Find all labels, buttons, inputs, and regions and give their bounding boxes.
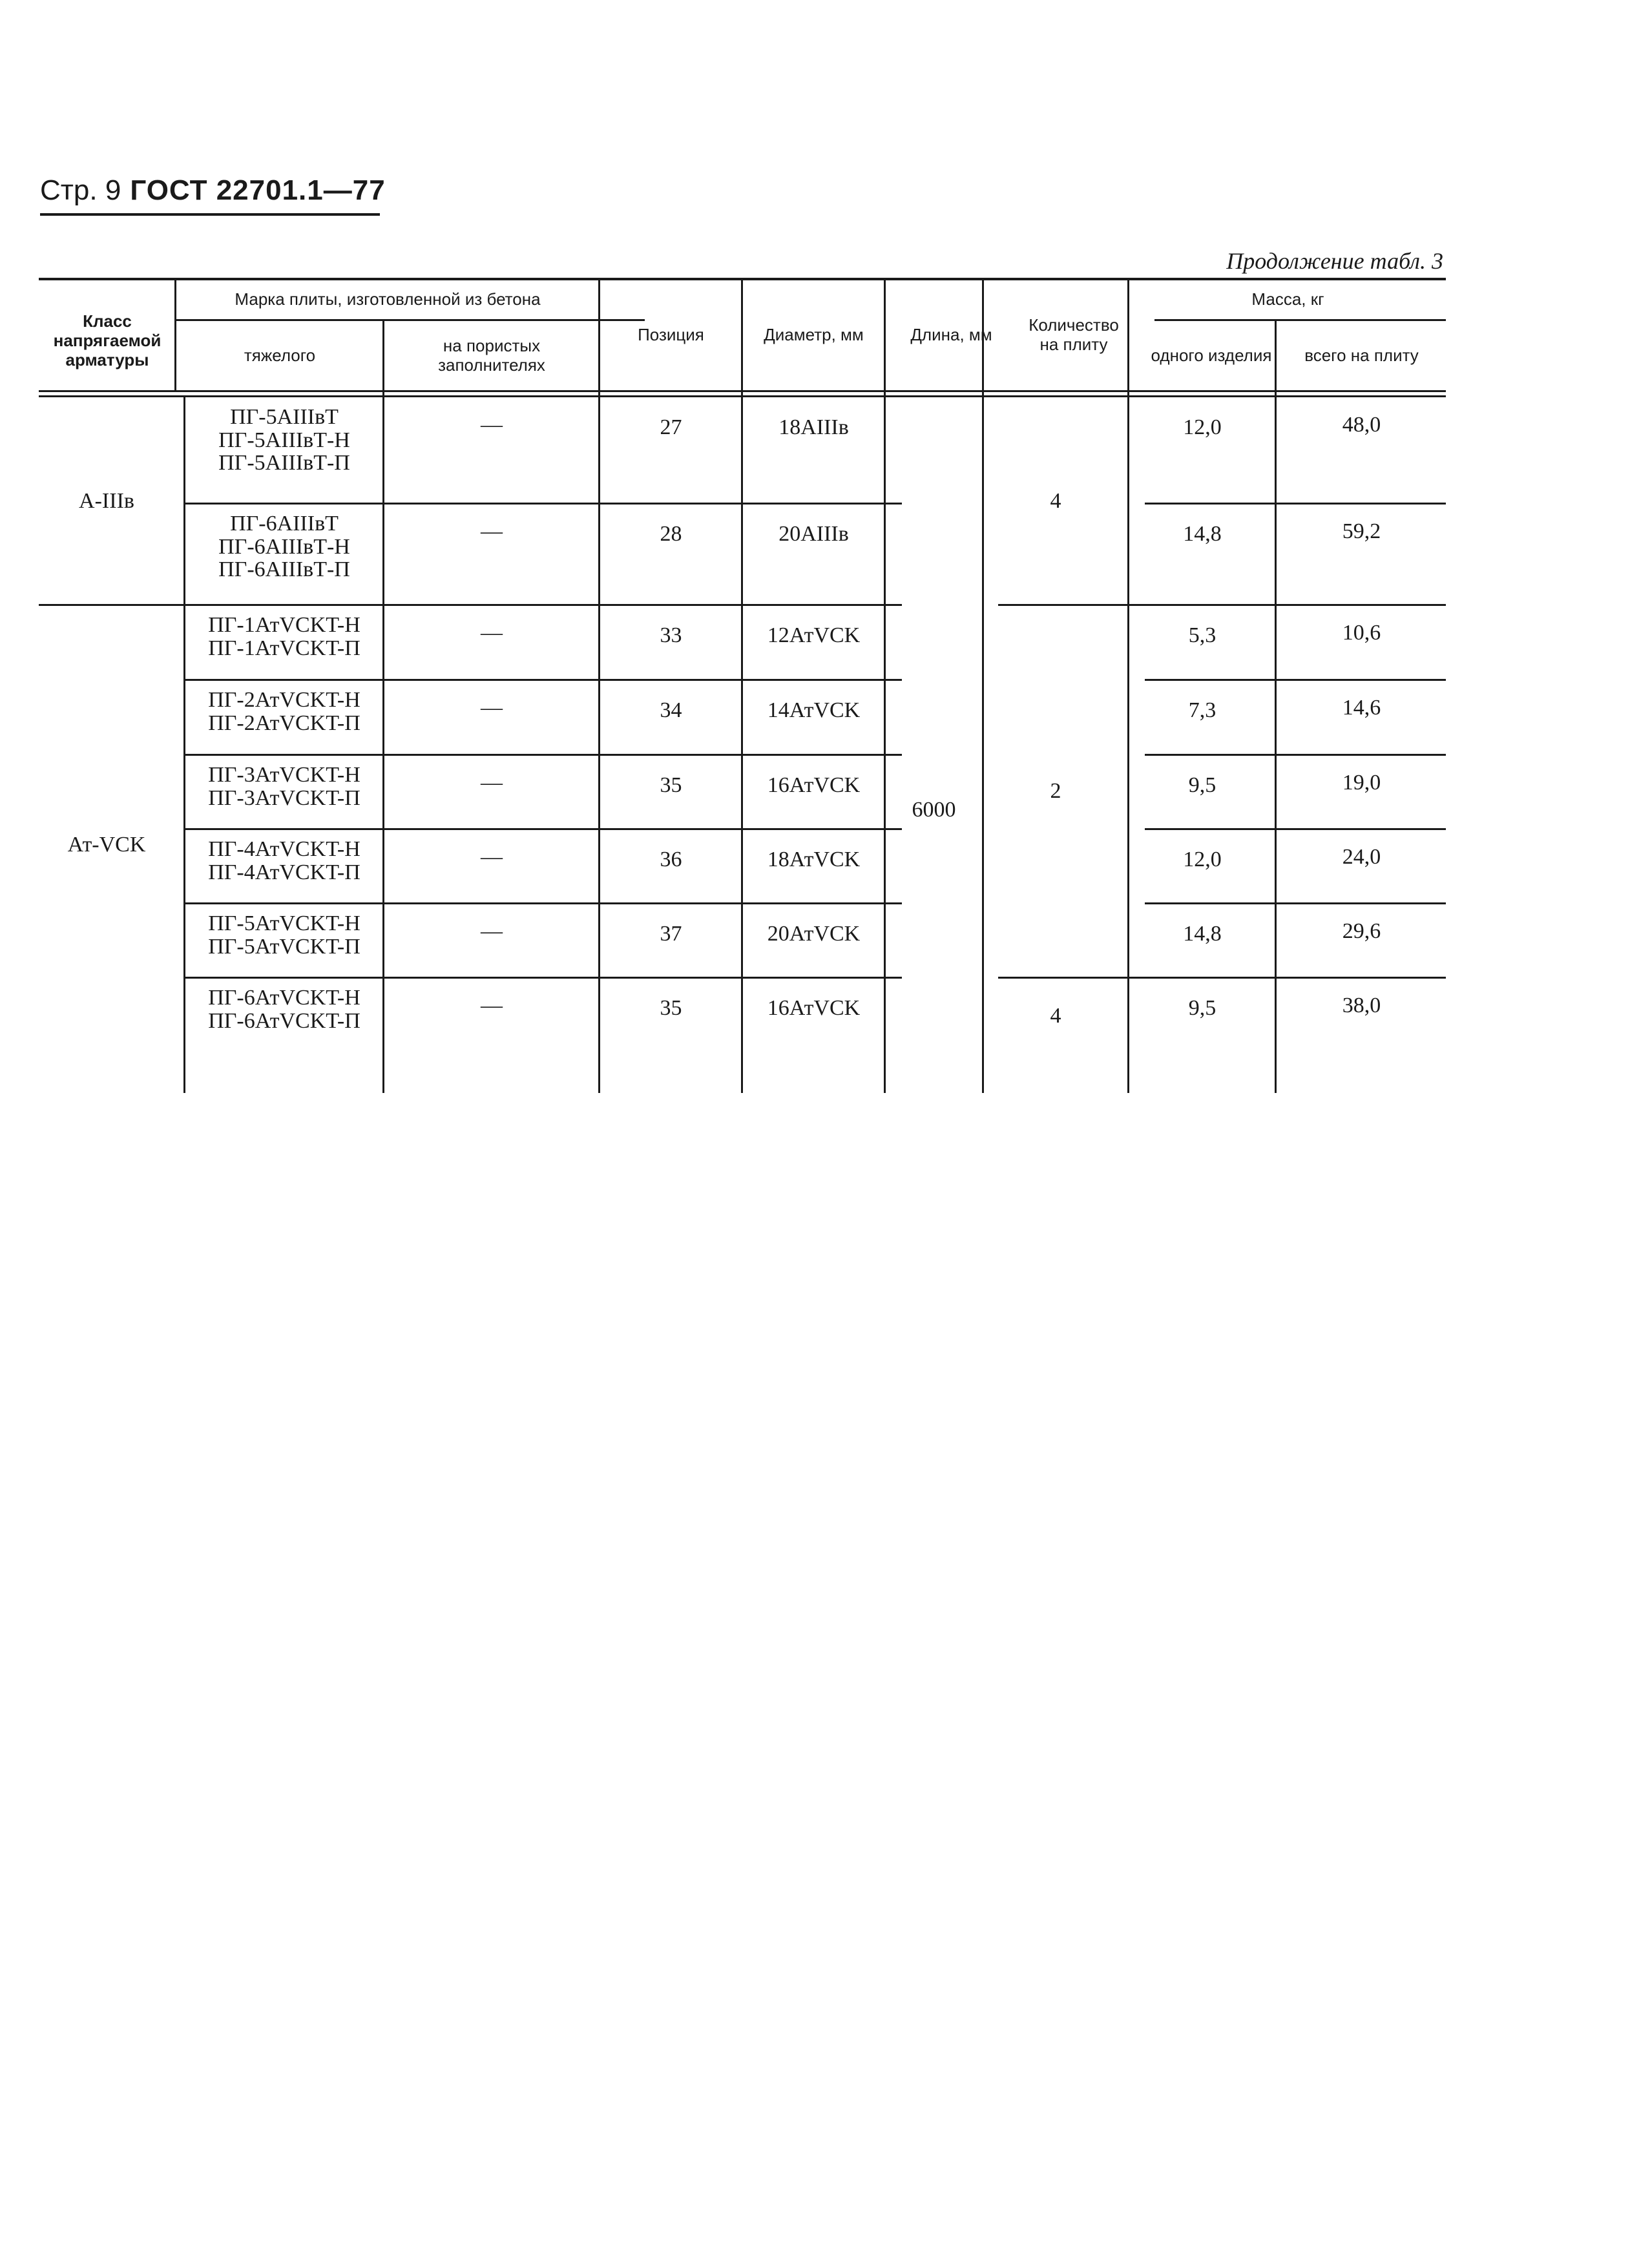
row-diameter: 12АтVCK	[767, 623, 861, 647]
row-mass-one: 14,8	[1183, 922, 1222, 946]
row-marks	[186, 979, 382, 1053]
header-class: Класс напрягаемой арматуры	[53, 311, 162, 369]
vrule-4	[741, 278, 743, 1093]
row-diameter: 18АтVCK	[767, 848, 861, 871]
header-mass-total: всего на плиту	[1304, 345, 1419, 365]
row-mass-total: 29,6	[1342, 919, 1381, 943]
header-porous: на пористых заполнителях	[438, 335, 545, 375]
class-a3-cell: А-IIIв	[79, 488, 134, 513]
mark-line: ПГ-6АIIIвТ	[230, 512, 339, 536]
row-diameter: 20АтVCK	[767, 922, 861, 946]
mark-line: ПГ-5АтVCKT-П	[208, 934, 360, 959]
qty-cell-1: 4	[1050, 488, 1061, 513]
row-mass-one: 12,0	[1183, 415, 1222, 439]
mark-line: ПГ-6АIIIвТ-Н	[218, 534, 350, 559]
row-porous: —	[481, 621, 503, 645]
qty-cell-2: 2	[1050, 779, 1061, 804]
vrule-7	[1127, 278, 1129, 1093]
row-marks	[186, 681, 382, 754]
mark-line: ПГ-4АтVCKT-Н	[208, 837, 360, 861]
row-porous: —	[481, 919, 503, 943]
vrule-1	[174, 278, 176, 390]
row-mass-one: 14,8	[1183, 522, 1222, 546]
row-porous: —	[481, 413, 503, 437]
vrule-2	[382, 319, 384, 1093]
mark-line: ПГ-2АтVCKT-П	[208, 711, 360, 735]
table-caption: Продолжение табл. 3	[1226, 248, 1443, 274]
row-position: 34	[660, 698, 682, 722]
mark-line: ПГ-2АтVCKT-Н	[208, 688, 360, 712]
row-marks	[186, 830, 382, 902]
row-mass-one: 9,5	[1188, 996, 1217, 1020]
row-porous: —	[481, 696, 503, 720]
row-mass-one: 9,5	[1188, 773, 1217, 797]
row-mass-one: 12,0	[1183, 848, 1222, 871]
row-mass-total: 48,0	[1342, 413, 1381, 437]
qty-cell-3: 4	[1050, 1003, 1061, 1028]
row-diameter: 18АIIIв	[778, 415, 849, 439]
header-length: Длина, мм	[910, 325, 992, 345]
mark-line: ПГ-3АтVCKT-П	[208, 785, 360, 810]
page-header	[40, 174, 386, 207]
mark-line: ПГ-5АтVCKT-Н	[208, 911, 360, 935]
row-position: 35	[660, 996, 682, 1020]
mark-line: ПГ-3АтVCKT-Н	[208, 763, 360, 787]
row-diameter: 20АIIIв	[778, 522, 849, 546]
row-mass-one: 7,3	[1188, 698, 1217, 722]
row-mass-total: 19,0	[1342, 771, 1381, 795]
row-position: 35	[660, 773, 682, 797]
row-diameter: 14АтVCK	[767, 698, 861, 722]
row-porous: —	[481, 994, 503, 1017]
row-marks	[186, 505, 382, 604]
page-number: Стр. 9	[40, 174, 121, 206]
row-diameter: 16АтVCK	[767, 773, 861, 797]
mark-line: ПГ-1АтVCKT-Н	[208, 613, 360, 637]
row-mass-total: 14,6	[1342, 696, 1381, 720]
row-mass-total: 24,0	[1342, 845, 1381, 869]
mark-line: ПГ-5АIIIвТ-П	[218, 451, 350, 475]
header-mass-one: одного изделия	[1151, 345, 1272, 365]
mark-line: ПГ-4АтVCKT-П	[208, 860, 360, 884]
standard-number: ГОСТ 22701.1—77	[130, 174, 386, 206]
row-position: 28	[660, 522, 682, 546]
header-quantity: Количество на плиту	[1029, 315, 1119, 354]
row-porous: —	[481, 519, 503, 543]
header-mass-group: Масса, кг	[1251, 289, 1324, 309]
row-marks	[186, 606, 382, 679]
header-mark-group: Марка плиты, изготовленной из бетона	[235, 289, 541, 309]
length-cell	[886, 398, 982, 1093]
mark-line: ПГ-1АтVCKT-П	[208, 636, 360, 660]
class-atvck-cell: Ат-VCK	[67, 833, 146, 857]
mark-line: ПГ-6АтVCKT-Н	[208, 986, 360, 1010]
mark-line: ПГ-5АIIIвТ-Н	[218, 428, 350, 452]
row-mass-one: 5,3	[1188, 623, 1217, 647]
row-marks	[186, 756, 382, 828]
mark-line: ПГ-6АтVCKT-П	[208, 1008, 360, 1033]
row-position: 37	[660, 922, 682, 946]
length-value: 6000	[912, 798, 956, 822]
row-mass-total: 10,6	[1342, 621, 1381, 645]
row-porous: —	[481, 771, 503, 795]
row-position: 27	[660, 415, 682, 439]
row-position: 36	[660, 848, 682, 871]
table	[39, 278, 1446, 1093]
row-diameter: 16АтVCK	[767, 996, 861, 1020]
header-heavy: тяжелого	[244, 345, 316, 365]
row-mass-total: 59,2	[1342, 519, 1381, 543]
mark-line: ПГ-6АIIIвТ-П	[218, 557, 350, 582]
row-mass-total: 38,0	[1342, 994, 1381, 1017]
vrule-1b	[183, 395, 185, 1093]
row-porous: —	[481, 845, 503, 869]
mark-line: ПГ-5АIIIвТ	[230, 405, 339, 429]
header-rule	[40, 213, 380, 216]
row-marks	[186, 398, 382, 503]
row-marks	[186, 904, 382, 977]
header-position: Позиция	[638, 325, 704, 345]
row-position: 33	[660, 623, 682, 647]
header-diameter: Диаметр, мм	[764, 325, 864, 345]
vrule-3	[598, 278, 600, 1093]
vrule-8	[1275, 319, 1277, 1093]
